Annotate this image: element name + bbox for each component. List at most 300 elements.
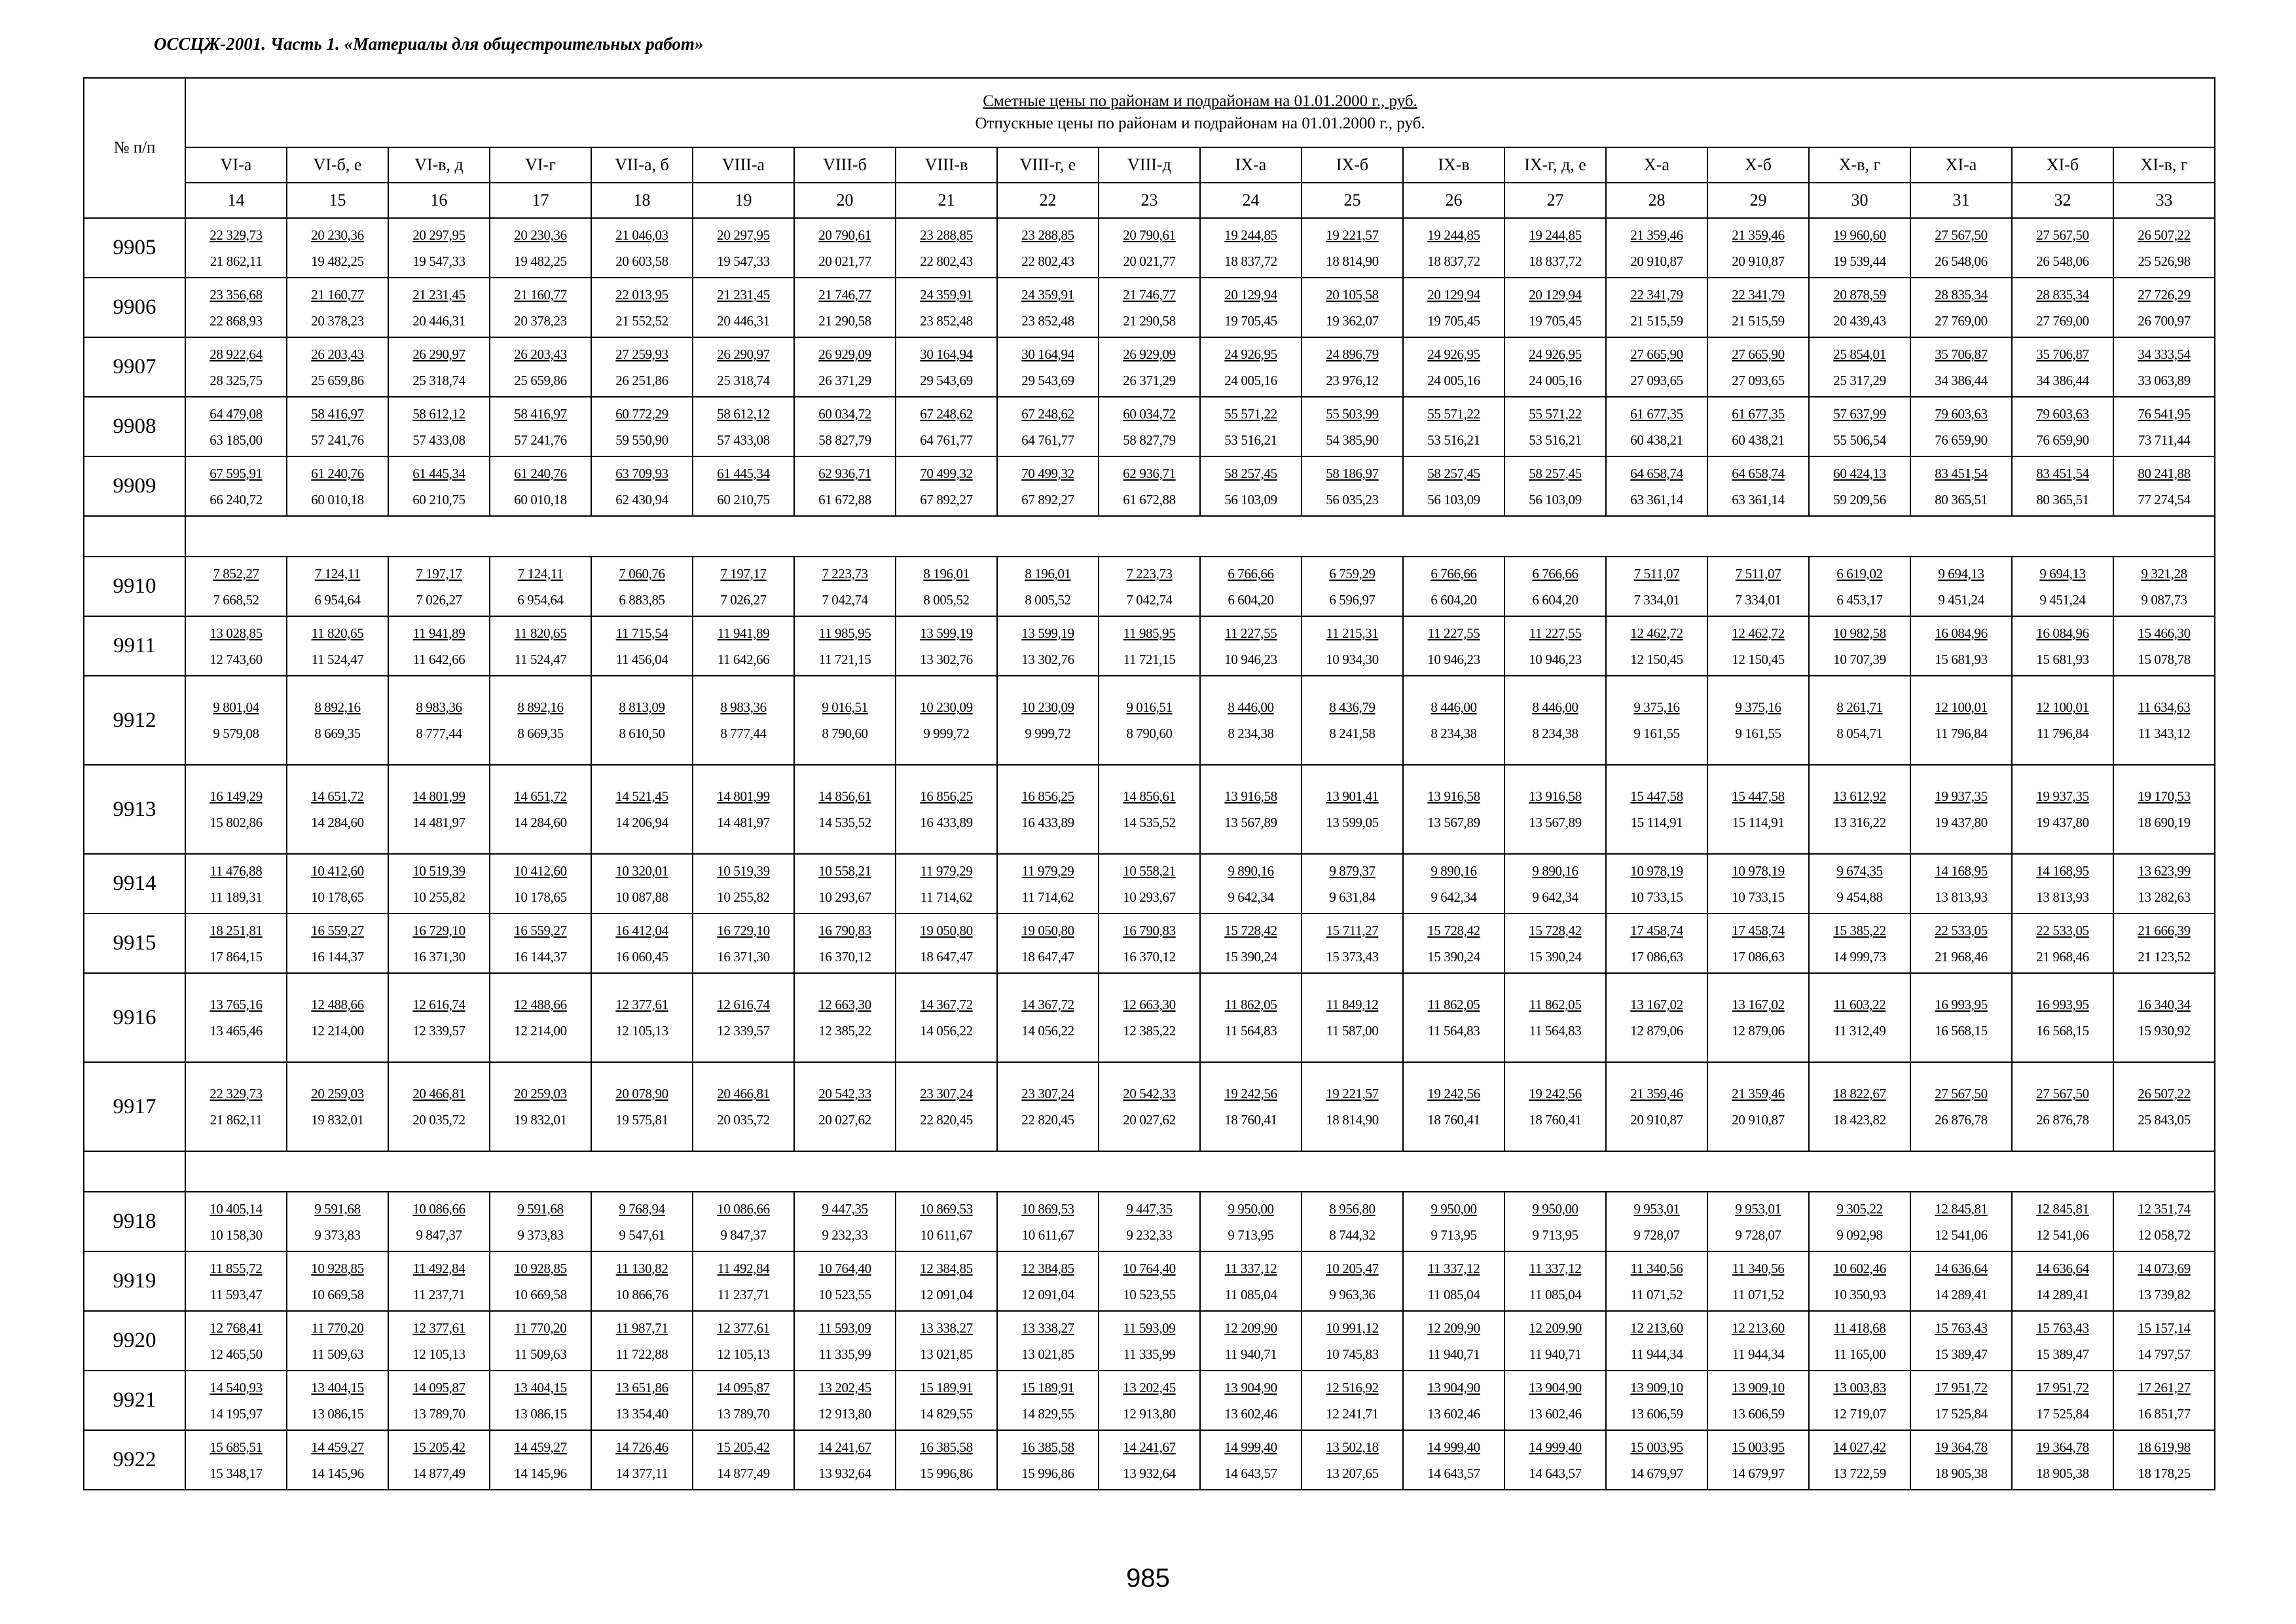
table-row [84, 397, 2215, 456]
price-cell [1099, 337, 1200, 397]
estimated-price: 70 499,32 [1021, 465, 1074, 481]
document-header: ОССЦЖ-2001. Часть 1. «Материалы для общестроительных работ» [154, 34, 704, 54]
price-cell [1809, 337, 1910, 397]
estimated-price: 8 446,00 [1228, 699, 1274, 715]
release-price: 20 021,77 [818, 253, 871, 269]
estimated-price: 22 329,73 [210, 227, 263, 243]
estimated-price: 9 447,35 [822, 1200, 868, 1217]
price-cell [794, 973, 896, 1062]
release-price: 10 946,23 [1427, 651, 1480, 667]
release-price: 13 606,59 [1630, 1405, 1683, 1422]
estimated-price: 11 337,12 [1529, 1260, 1582, 1276]
price-cell [2012, 1062, 2113, 1151]
price-cell [1099, 1430, 1200, 1490]
price-cell [1504, 1371, 1606, 1430]
price-cell [1707, 616, 1809, 676]
estimated-price: 27 567,50 [2036, 227, 2089, 243]
release-price: 7 668,52 [213, 591, 259, 608]
column-number: 19 [693, 183, 794, 218]
price-cell [185, 1192, 287, 1251]
estimated-price: 15 003,95 [1630, 1439, 1683, 1455]
estimated-price: 10 764,40 [818, 1260, 871, 1276]
district-header: VIII-а [693, 147, 794, 183]
release-price: 14 195,97 [210, 1405, 263, 1422]
release-price: 10 255,82 [412, 889, 465, 905]
estimated-price: 15 763,43 [2036, 1320, 2089, 1336]
release-price: 24 005,16 [1529, 372, 1582, 388]
column-number: 14 [185, 183, 287, 218]
release-price: 21 515,59 [1630, 312, 1683, 329]
estimated-price: 14 459,27 [514, 1439, 567, 1455]
estimated-price: 9 447,35 [1126, 1200, 1173, 1217]
price-cell [1606, 218, 1707, 278]
price-cell [1302, 278, 1403, 337]
release-price: 11 071,52 [1630, 1286, 1683, 1302]
estimated-price: 14 651,72 [311, 788, 364, 804]
price-cell [2113, 854, 2215, 913]
estimated-price: 13 909,10 [1630, 1379, 1683, 1395]
estimated-price: 10 978,19 [1732, 862, 1785, 879]
price-cell [490, 1192, 591, 1251]
release-price: 8 005,52 [1025, 591, 1071, 608]
table-row [84, 1430, 2215, 1490]
price-cell [1099, 1251, 1200, 1311]
estimated-price: 11 227,55 [1224, 625, 1277, 641]
estimated-price: 14 095,87 [717, 1379, 770, 1395]
release-price: 15 681,93 [2036, 651, 2089, 667]
release-price: 9 713,95 [1430, 1227, 1477, 1243]
release-price: 13 086,15 [514, 1405, 567, 1422]
estimated-price: 19 364,78 [2036, 1439, 2089, 1455]
price-cell [1606, 676, 1707, 765]
estimated-price: 9 674,35 [1836, 862, 1883, 879]
release-price: 14 679,97 [1732, 1465, 1785, 1481]
release-price: 15 930,92 [2138, 1023, 2191, 1039]
price-cell [794, 337, 896, 397]
price-cell [1606, 1251, 1707, 1311]
release-price: 20 446,31 [412, 312, 465, 329]
release-price: 20 439,43 [1833, 312, 1886, 329]
release-price: 14 535,52 [1123, 815, 1176, 830]
estimated-price: 16 559,27 [311, 922, 364, 938]
estimated-price: 58 416,97 [311, 405, 364, 422]
release-price: 26 371,29 [818, 372, 871, 388]
estimated-price: 23 356,68 [210, 286, 263, 303]
price-cell [1200, 218, 1302, 278]
estimated-price: 16 340,34 [2138, 997, 2191, 1012]
price-cell [1200, 1062, 1302, 1151]
price-cell [388, 218, 490, 278]
release-price: 25 318,74 [717, 372, 770, 388]
table-row [84, 1311, 2215, 1371]
estimated-price: 9 375,16 [1633, 699, 1680, 715]
estimated-price: 19 937,35 [1935, 788, 1988, 804]
release-price: 11 721,15 [818, 651, 871, 667]
estimated-price: 21 359,46 [1630, 1086, 1683, 1101]
price-cell [1099, 616, 1200, 676]
estimated-price: 12 209,90 [1224, 1320, 1277, 1336]
price-cell [591, 913, 693, 973]
estimated-price: 9 950,00 [1532, 1200, 1578, 1217]
estimated-price: 61 677,35 [1630, 405, 1683, 422]
price-cell [896, 337, 997, 397]
estimated-price: 19 242,56 [1427, 1086, 1480, 1101]
release-price: 10 733,15 [1732, 889, 1785, 905]
release-price: 9 963,36 [1329, 1286, 1376, 1302]
price-cell [388, 676, 490, 765]
price-cell [388, 1192, 490, 1251]
price-cell [693, 397, 794, 456]
column-number: 20 [794, 183, 896, 218]
release-price: 13 602,46 [1224, 1405, 1277, 1422]
price-cell [1809, 557, 1910, 616]
estimated-price: 26 929,09 [1123, 346, 1176, 362]
price-cell [1606, 913, 1707, 973]
estimated-price: 15 711,27 [1326, 922, 1379, 938]
release-price: 22 802,43 [1021, 253, 1074, 269]
estimated-price: 16 993,95 [2036, 997, 2089, 1012]
estimated-price: 11 849,12 [1326, 997, 1379, 1012]
release-price: 56 035,23 [1326, 491, 1379, 507]
release-price: 21 290,58 [818, 312, 871, 329]
price-cell [1707, 973, 1809, 1062]
estimated-price: 15 685,51 [210, 1439, 263, 1455]
release-price: 16 851,77 [2138, 1405, 2191, 1422]
estimated-price: 7 197,17 [416, 565, 462, 581]
release-price: 19 832,01 [514, 1112, 567, 1128]
table-row [84, 1062, 2215, 1151]
price-cell [1200, 765, 1302, 854]
estimated-price: 14 367,72 [1021, 997, 1074, 1012]
estimated-price: 14 095,87 [412, 1379, 465, 1395]
price-cell [591, 676, 693, 765]
release-price: 11 335,99 [818, 1346, 871, 1362]
column-number: 27 [1504, 183, 1606, 218]
release-price: 13 021,85 [920, 1346, 973, 1362]
release-price: 27 769,00 [2036, 312, 2089, 329]
release-price: 23 852,48 [920, 312, 973, 329]
release-price: 26 876,78 [2036, 1112, 2089, 1128]
estimated-price: 13 651,86 [615, 1379, 668, 1395]
estimated-price: 14 521,45 [615, 788, 668, 804]
estimated-price: 9 591,68 [314, 1200, 361, 1217]
estimated-price: 11 492,84 [717, 1260, 770, 1276]
estimated-price: 11 987,71 [615, 1320, 668, 1336]
price-cell [1707, 765, 1809, 854]
price-cell [490, 1430, 591, 1490]
price-cell [896, 456, 997, 516]
price-cell [1200, 676, 1302, 765]
price-cell [287, 676, 388, 765]
release-price: 9 092,98 [1836, 1227, 1883, 1243]
price-cell [490, 397, 591, 456]
estimated-price: 76 541,95 [2138, 405, 2191, 422]
price-cell [490, 616, 591, 676]
price-cell [1707, 1251, 1809, 1311]
release-price: 73 711,44 [2138, 432, 2191, 448]
price-cell [591, 1192, 693, 1251]
release-price: 11 189,31 [210, 889, 263, 905]
table-title: Сметные цены по районам и подрайонам на 01.01.2000 г., руб. [983, 92, 1417, 110]
estimated-price: 21 359,46 [1732, 1086, 1785, 1101]
column-number: 23 [1099, 183, 1200, 218]
release-price: 8 234,38 [1430, 726, 1477, 741]
release-price: 59 209,56 [1833, 491, 1886, 507]
release-price: 21 968,46 [1935, 948, 1988, 965]
price-cell [693, 278, 794, 337]
estimated-price: 13 904,90 [1224, 1379, 1277, 1395]
district-header: X-б [1707, 147, 1809, 183]
release-price: 14 829,55 [920, 1405, 973, 1422]
estimated-price: 15 728,42 [1224, 922, 1277, 938]
price-cell [1504, 765, 1606, 854]
estimated-price: 6 766,66 [1430, 565, 1477, 581]
price-cell [1809, 765, 1910, 854]
table-row [84, 1371, 2215, 1430]
price-cell [1606, 1192, 1707, 1251]
estimated-price: 21 359,46 [1630, 227, 1683, 243]
price-cell [794, 456, 896, 516]
estimated-price: 13 404,15 [311, 1379, 364, 1395]
price-cell [287, 218, 388, 278]
price-cell [2012, 278, 2113, 337]
estimated-price: 11 492,84 [412, 1260, 465, 1276]
estimated-price: 58 257,45 [1427, 465, 1480, 481]
price-cell [693, 218, 794, 278]
estimated-price: 19 244,85 [1224, 227, 1277, 243]
release-price: 11 312,49 [1833, 1023, 1886, 1039]
estimated-price: 23 288,85 [1021, 227, 1074, 243]
release-price: 9 642,34 [1228, 889, 1274, 905]
release-price: 9 728,07 [1633, 1227, 1680, 1243]
estimated-price: 7 223,73 [1126, 565, 1173, 581]
release-price: 14 481,97 [412, 815, 465, 830]
price-cell [1302, 1062, 1403, 1151]
price-cell [1302, 1192, 1403, 1251]
price-cell [490, 218, 591, 278]
estimated-price: 27 665,90 [1630, 346, 1683, 362]
estimated-price: 25 854,01 [1833, 346, 1886, 362]
district-header: VI-а [185, 147, 287, 183]
estimated-price: 15 205,42 [717, 1439, 770, 1455]
release-price: 27 769,00 [1935, 312, 1988, 329]
price-cell [287, 397, 388, 456]
estimated-price: 21 231,45 [412, 286, 465, 303]
release-price: 16 433,89 [920, 815, 973, 830]
release-price: 11 940,71 [1529, 1346, 1582, 1362]
estimated-price: 30 164,94 [920, 346, 973, 362]
release-price: 9 373,83 [314, 1227, 361, 1243]
price-cell [1504, 397, 1606, 456]
estimated-price: 7 852,27 [213, 565, 259, 581]
release-price: 15 681,93 [1935, 651, 1988, 667]
estimated-price: 14 999,40 [1224, 1439, 1277, 1455]
price-cell [1099, 1311, 1200, 1371]
price-cell [185, 765, 287, 854]
price-cell [997, 278, 1099, 337]
price-cell [1606, 1371, 1707, 1430]
price-cell [1809, 973, 1910, 1062]
estimated-price: 10 869,53 [920, 1200, 973, 1217]
price-cell [1504, 1192, 1606, 1251]
estimated-price: 19 937,35 [2036, 788, 2089, 804]
release-price: 23 852,48 [1021, 312, 1074, 329]
price-cell [287, 1430, 388, 1490]
release-price: 57 433,08 [717, 432, 770, 448]
release-price: 10 350,93 [1833, 1286, 1886, 1302]
item-code: 9910 [84, 557, 185, 616]
estimated-price: 12 462,72 [1630, 625, 1683, 641]
release-price: 7 042,74 [1126, 591, 1173, 608]
estimated-price: 10 982,58 [1833, 625, 1886, 641]
estimated-price: 11 985,95 [1123, 625, 1176, 641]
estimated-price: 9 016,51 [822, 699, 868, 715]
column-number: 18 [591, 183, 693, 218]
estimated-price: 18 619,98 [2138, 1439, 2191, 1455]
release-price: 13 316,22 [1833, 815, 1886, 830]
price-cell [794, 913, 896, 973]
estimated-price: 35 706,87 [2036, 346, 2089, 362]
price-cell [896, 1311, 997, 1371]
price-cell [185, 218, 287, 278]
release-price: 19 547,33 [412, 253, 465, 269]
estimated-price: 22 013,95 [615, 286, 668, 303]
estimated-price: 17 951,72 [1935, 1379, 1988, 1395]
release-price: 15 390,24 [1427, 948, 1480, 965]
release-price: 6 883,85 [619, 591, 665, 608]
release-price: 9 713,95 [1228, 1227, 1274, 1243]
price-cell [896, 973, 997, 1062]
estimated-price: 12 377,61 [717, 1320, 770, 1336]
estimated-price: 28 922,64 [210, 346, 263, 362]
release-price: 18 837,72 [1224, 253, 1277, 269]
estimated-price: 15 447,58 [1630, 788, 1683, 804]
release-price: 9 642,34 [1532, 889, 1578, 905]
price-cell [1809, 1062, 1910, 1151]
price-cell [896, 765, 997, 854]
price-cell [794, 397, 896, 456]
release-price: 27 093,65 [1630, 372, 1683, 388]
release-price: 14 284,60 [311, 815, 364, 830]
district-header: IX-в [1403, 147, 1504, 183]
price-cell [997, 1062, 1099, 1151]
estimated-price: 11 770,20 [311, 1320, 364, 1336]
price-cell [2012, 676, 2113, 765]
table-row [84, 854, 2215, 913]
price-cell [2012, 765, 2113, 854]
release-price: 10 611,67 [1021, 1227, 1074, 1243]
estimated-price: 21 160,77 [514, 286, 567, 303]
estimated-price: 13 904,90 [1427, 1379, 1480, 1395]
release-price: 18 905,38 [1935, 1465, 1988, 1481]
release-price: 56 103,09 [1529, 491, 1582, 507]
price-cell [388, 278, 490, 337]
release-price: 23 976,12 [1326, 372, 1379, 388]
release-price: 19 482,25 [514, 253, 567, 269]
item-code: 9921 [84, 1371, 185, 1430]
release-price: 13 282,63 [2138, 889, 2191, 905]
price-cell [1302, 1371, 1403, 1430]
price-cell [1809, 218, 1910, 278]
estimated-price: 27 567,50 [1935, 227, 1988, 243]
release-price: 9 999,72 [1025, 726, 1071, 741]
release-price: 12 913,80 [1123, 1405, 1176, 1422]
release-price: 12 879,06 [1732, 1023, 1785, 1039]
release-price: 11 714,62 [1021, 889, 1074, 905]
release-price: 8 669,35 [517, 726, 564, 741]
estimated-price: 16 993,95 [1935, 997, 1988, 1012]
table-row [84, 218, 2215, 278]
estimated-price: 11 715,54 [615, 625, 668, 641]
release-price: 10 293,67 [1123, 889, 1176, 905]
release-price: 16 371,30 [412, 948, 465, 965]
price-cell [1403, 1192, 1504, 1251]
price-cell [896, 1192, 997, 1251]
item-code: 9905 [84, 218, 185, 278]
release-price: 18 647,47 [1021, 948, 1074, 965]
price-cell [1302, 1430, 1403, 1490]
release-price: 14 145,96 [514, 1465, 567, 1481]
price-cell [1910, 765, 2012, 854]
release-price: 26 371,29 [1123, 372, 1176, 388]
release-price: 20 910,87 [1630, 253, 1683, 269]
estimated-price: 11 227,55 [1529, 625, 1582, 641]
price-cell [185, 1430, 287, 1490]
release-price: 10 523,55 [1123, 1286, 1176, 1302]
release-price: 26 700,97 [2138, 312, 2191, 329]
price-cell [1403, 456, 1504, 516]
release-price: 10 158,30 [210, 1227, 263, 1243]
release-price: 12 541,06 [1935, 1227, 1988, 1243]
price-cell [1504, 1251, 1606, 1311]
release-price: 6 954,64 [517, 591, 564, 608]
release-price: 14 829,55 [1021, 1405, 1074, 1422]
price-cell [1200, 973, 1302, 1062]
release-price: 10 707,39 [1833, 651, 1886, 667]
release-price: 8 744,32 [1329, 1227, 1376, 1243]
estimated-price: 13 623,99 [2138, 862, 2191, 879]
price-cell [1606, 854, 1707, 913]
estimated-price: 15 157,14 [2138, 1320, 2191, 1336]
price-cell [997, 616, 1099, 676]
price-cell [490, 973, 591, 1062]
price-cell [2012, 854, 2113, 913]
estimated-price: 26 290,97 [412, 346, 465, 362]
price-cell [1200, 1311, 1302, 1371]
estimated-price: 15 447,58 [1732, 788, 1785, 804]
estimated-price: 15 728,42 [1427, 922, 1480, 938]
release-price: 61 672,88 [1123, 491, 1176, 507]
release-price: 15 996,86 [920, 1465, 973, 1481]
price-cell [185, 1311, 287, 1371]
release-price: 25 843,05 [2138, 1112, 2191, 1128]
item-code: 9906 [84, 278, 185, 337]
estimated-price: 17 261,27 [2138, 1379, 2191, 1395]
release-price: 13 354,40 [615, 1405, 668, 1422]
price-cell [388, 1251, 490, 1311]
estimated-price: 11 340,56 [1732, 1260, 1785, 1276]
release-price: 9 847,37 [416, 1227, 462, 1243]
release-price: 7 026,27 [720, 591, 767, 608]
release-price: 15 390,24 [1224, 948, 1277, 965]
release-price: 9 728,07 [1735, 1227, 1781, 1243]
price-cell [287, 1371, 388, 1430]
release-price: 8 669,35 [314, 726, 361, 741]
price-cell [997, 1311, 1099, 1371]
release-price: 21 515,59 [1732, 312, 1785, 329]
release-price: 13 606,59 [1732, 1405, 1785, 1422]
release-price: 9 232,33 [1126, 1227, 1173, 1243]
